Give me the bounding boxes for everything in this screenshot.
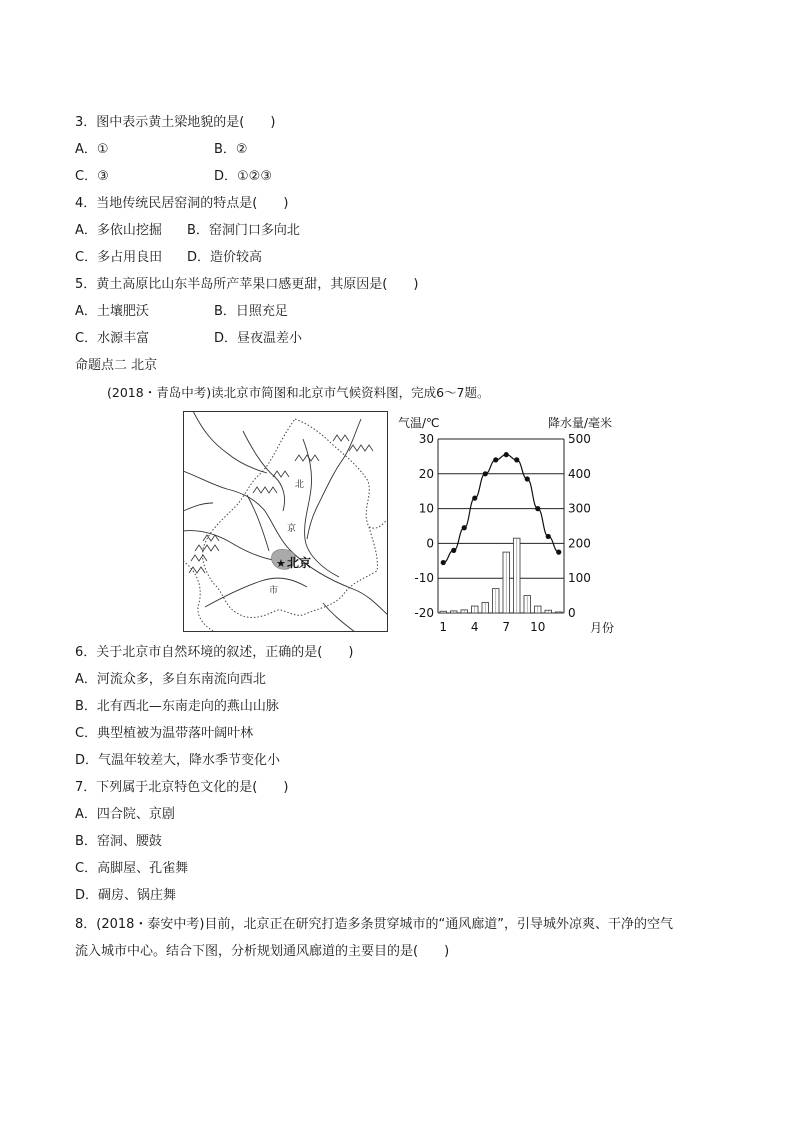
q5-option-b: B．日照充足 xyxy=(214,304,288,319)
q3-option-c: C．③ xyxy=(75,169,109,184)
q4-stem: 4．当地传统民居窑洞的特点是( ) xyxy=(75,196,289,211)
q3-option-b: B．② xyxy=(214,142,248,157)
y-left-tick-label: -20 xyxy=(414,606,434,620)
q5-option-c: C．水源丰富 xyxy=(75,331,150,346)
intro-text: (2018・青岛中考)读北京市简图和北京市气候资料图，完成6～7题。 xyxy=(107,385,490,400)
q5-stem: 5．黄土高原比山东半岛所产苹果口感更甜，其原因是( ) xyxy=(75,277,419,292)
map-label-shi: 市 xyxy=(269,586,279,596)
q4-option-d: D．造价较高 xyxy=(187,250,263,265)
x-tick-label: 7 xyxy=(502,620,511,634)
q6-option-d: D．气温年较差大，降水季节变化小 xyxy=(75,753,281,768)
q8-line1: 8．(2018・泰安中考)目前，北京正在研究打造多条贯穿城市的“通风廊道”，引导城外凉爽、干净的空气 xyxy=(75,917,673,932)
section-heading: 命题点二 北京 xyxy=(75,358,158,373)
temperature-point xyxy=(556,550,561,555)
q6-stem: 6．关于北京市自然环境的叙述，正确的是( ) xyxy=(75,645,354,660)
y-left-tick-label: 30 xyxy=(418,432,434,446)
temperature-point xyxy=(451,548,456,553)
y-right-tick-label: 100 xyxy=(568,571,591,586)
q8-line2: 流入城市中心。结合下图，分析规划通风廊道的主要目的是( ) xyxy=(75,944,450,959)
temperature-point xyxy=(441,560,446,565)
q7-option-c: C．高脚屋、孔雀舞 xyxy=(75,861,189,876)
y-right-tick-label: 500 xyxy=(568,432,591,446)
x-tick-label: 10 xyxy=(530,620,546,634)
temperature-point xyxy=(525,476,530,481)
q6-option-b: B．北有西北—东南走向的燕山山脉 xyxy=(75,699,279,714)
map-label-beijing-city: 北京 xyxy=(287,556,312,570)
y-right-tick-label: 400 xyxy=(568,466,591,481)
y-right-tick-label: 0 xyxy=(568,606,576,620)
beijing-map xyxy=(183,411,388,632)
q5-option-a: A．土壤肥沃 xyxy=(75,304,149,319)
capital-star-icon: ★ xyxy=(276,557,286,570)
x-tick-label: 4 xyxy=(470,620,479,634)
y-left-tick-label: -10 xyxy=(414,571,434,586)
q7-option-b: B．窑洞、腰鼓 xyxy=(75,834,162,849)
map-label-bei: 北 xyxy=(295,480,305,490)
climate-chart xyxy=(396,411,618,637)
q5-option-d: D．昼夜温差小 xyxy=(214,331,303,346)
chart-ylabel-right: 降水量/毫米 xyxy=(547,416,612,430)
q3-option-a: A．① xyxy=(75,142,109,157)
temperature-point xyxy=(462,525,467,530)
y-left-tick-label: 10 xyxy=(418,501,434,516)
y-left-tick-label: 0 xyxy=(426,536,434,551)
map-label-jing: 京 xyxy=(287,524,297,534)
q3-stem: 3．图中表示黄土梁地貌的是( ) xyxy=(75,115,276,130)
y-right-tick-label: 200 xyxy=(568,536,591,551)
q4-option-c: C．多占用良田 xyxy=(75,250,163,265)
temperature-point xyxy=(514,457,519,462)
q7-option-d: D．碉房、锅庄舞 xyxy=(75,888,177,903)
temperature-point xyxy=(483,471,488,476)
chart-ylabel-left: 气温/℃ xyxy=(398,416,440,430)
x-tick-label: 1 xyxy=(439,620,448,634)
map-frame xyxy=(184,412,388,632)
q7-stem: 7．下列属于北京特色文化的是( ) xyxy=(75,780,289,795)
temperature-point xyxy=(504,452,509,457)
q7-option-a: A．四合院、京剧 xyxy=(75,807,175,822)
temperature-point xyxy=(546,534,551,539)
q4-option-a: A．多依山挖掘 xyxy=(75,223,162,238)
y-right-tick-label: 300 xyxy=(568,501,591,516)
q6-option-a: A．河流众多，多自东南流向西北 xyxy=(75,672,266,687)
q3-option-d: D．①②③ xyxy=(214,169,272,184)
y-left-tick-label: 20 xyxy=(418,466,434,481)
chart-xlabel: 月份 xyxy=(589,621,614,635)
temperature-point xyxy=(472,496,477,501)
q6-option-c: C．典型植被为温带落叶阔叶林 xyxy=(75,726,254,741)
q4-option-b: B．窑洞门口多向北 xyxy=(187,223,300,238)
temperature-point xyxy=(493,457,498,462)
temperature-point xyxy=(535,506,540,511)
